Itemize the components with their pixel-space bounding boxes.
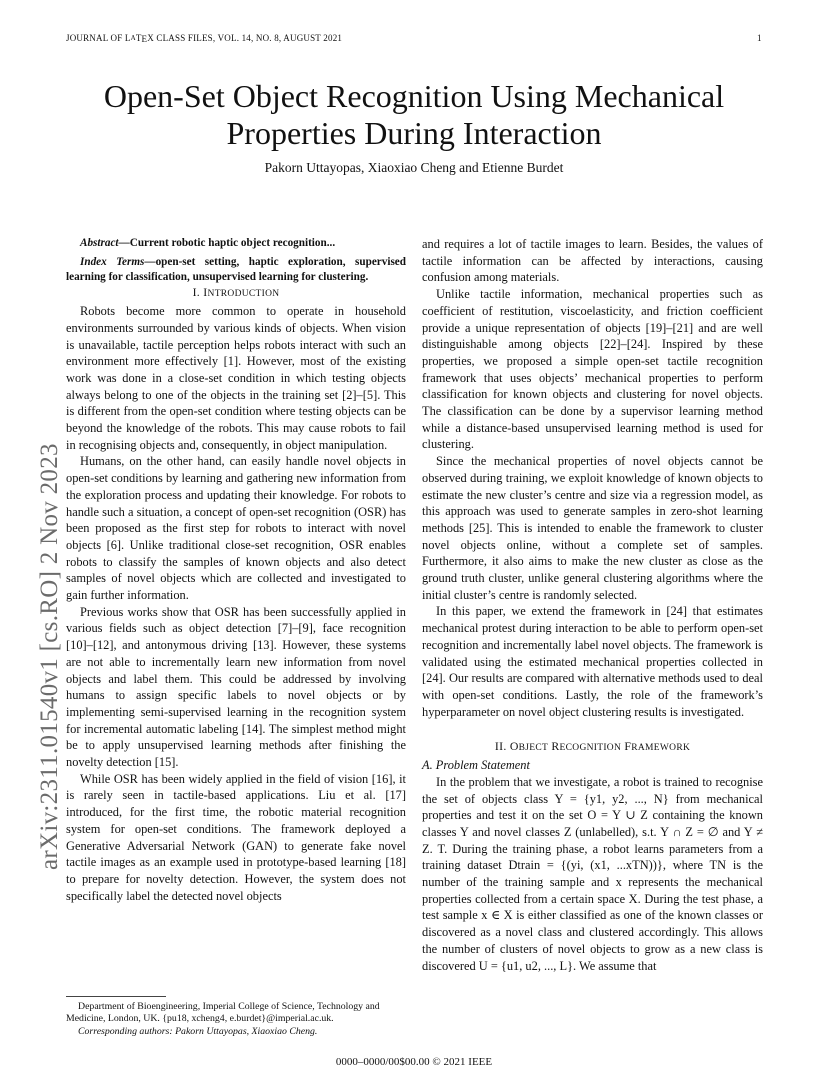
section-heading-framework: II. OBJECT RECOGNITION FRAMEWORK — [494, 739, 691, 754]
paper-title: Open-Set Object Recognition Using Mechanical Properties During Interaction — [103, 78, 725, 151]
corresponding-note: Corresponding authors: Pakorn Uttayopas, Xiaoxiao Cheng. — [78, 1025, 318, 1037]
paragraph: While OSR has been widely applied in the field of vision [16], it is rarely seen in tactile-based applications. Liu et al. [17] introduced, for the first time, the robotic material recognition system for open-set conditions. The framework deployed a Generative Adversarial Network (GAN) to generate fake novel tactile images as an example used in prototype-based learning [18] to prepare for novelty detection. However, the system does not specifically label the detected novel objects — [66, 771, 406, 903]
subsection-heading: A. Problem Statement — [422, 758, 530, 773]
author-list: Pakorn Uttayopas, Xiaoxiao Cheng and Etienne Burdet — [264, 160, 564, 175]
paragraph: Since the mechanical properties of novel objects cannot be observed during training, we exploit knowledge of known objects to estimate the new cluster’s centre and size via a regression model, as this approach was used to generate samples in zero-shot learning methods [25]. This is intended to enable the framework to cluster novel objects online, without a complete set of samples. Furthermore, it also aims to make the new cluster as close as the ground truth cluster, unlike general clustering algorithms where the initial cluster’s centre is randomly selected. — [422, 454, 763, 602]
running-header: JOURNAL OF LATEX CLASS FILES, VOL. 14, NO. 8, AUGUST 2021 — [66, 33, 343, 44]
footnote — [66, 1001, 406, 1038]
paragraph: In the problem that we investigate, a robot is trained to recognise the set of objects class Y = {y1, y2, ..., N} from mechanical properties and test it on the set O = Y ∪ Z containing the known classes Y and novel classes Z (unlabelled), s.t. Y ∩ Z = ∅ and Y ≠ Z. T. During the training phase, a robot learns parameters from a training dataset Dtrain = {(yi, (x1, ...xTN))}, where TN is the number of the training sample and x represents the mechanical properties collected from a certain space X. During the test phase, a test sample x ∈ X is either classified as one of the known classes or discovered as a novel class and clustered accordingly. This allows the number of clusters of novel objects to grow as a new class is discovered U = {u1, u2, ..., L}. We assume that — [422, 774, 763, 973]
paragraph: Unlike tactile information, mechanical properties such as coefficient of restitution, viscoelasticity, and friction coefficient provide a unique representation of objects [19]–[21] and are well distinguishable among objects [22]–[24]. Inspired by these properties, we proposed a simple open-set tactile recognition framework that uses objects’ mechanical properties to perform classification for known objects and clustering for novel objects. The classification can be done by a supervisor learning method while a distance-based unsupervised learning method is used for clustering. — [422, 287, 763, 452]
abstract: Abstract—Current robotic haptic object recognition... — [80, 237, 336, 249]
arxiv-stamp: arXiv:2311.01540v1 [cs.RO] 2 Nov 2023 — [36, 443, 63, 870]
left-column — [66, 236, 406, 904]
paragraph: In this paper, we extend the framework in [24] that estimates mechanical protest during interaction to be able to perform open-set recognition and incrementally label novel objects. The framework is validated using the estimated mechanical properties collected in [24]. Our results are compared with alternative methods used to deal with open-set conditions. Lastly, the role of the framework’s hyperparameter on novel object clustering results is investigated. — [422, 604, 763, 719]
paragraph: Previous works show that OSR has been successfully applied in various fields such as object detection [7]–[9], face recognition [10]–[12], and antonymous driving [13]. However, these systems are not able to incrementally learn new information from novel objects and label them. This could be addressed by involving humans to assign specific labels to novel objects or by implementing semi-supervised learning in the recognition system for incremental automatic labeling [14]. The simplest method might be to apply unsupervised learning methods after finishing the novelty detection [15]. — [66, 604, 406, 770]
index-terms: Index Terms—open-set setting, haptic exploration, supervised learning for classification, unsupervised learning for clustering. — [66, 255, 406, 283]
footnote-divider — [66, 996, 166, 997]
copyright-footer: 0000–0000/00$00.00 © 2021 IEEE — [335, 1056, 493, 1068]
page-number: 1 — [757, 33, 762, 43]
right-column — [422, 236, 763, 974]
paragraph: Robots become more common to operate in household environments surrounded by various kinds of objects. When vision is unavailable, tactile perception helps robots interact with such an environment more effectively [1]. However, most of the existing work was done in a close-set condition in which testing objects always belong to one of the objects in the training set [2]–[5]. This is different from the open-set condition where testing objects can be beyond the knowledge of the robots. This may cause robots to fail in recognising objects and, consequently, in object manipulation. — [66, 304, 406, 452]
section-heading-introduction: I. INTRODUCTION — [192, 285, 280, 300]
paragraph: and requires a lot of tactile images to learn. Besides, the values of tactile information can be affected by interactions, causing confusion among materials. — [422, 237, 763, 285]
affiliation-note: Department of Bioengineering, Imperial College of Science, Technology and Medicine, London, UK. {pu18, xcheng4, e.burdet}@imperial.ac.uk. — [66, 1001, 380, 1025]
paragraph: Humans, on the other hand, can easily handle novel objects in open-set conditions by learning and gathering new information from the exploration process and updating their knowledge. For robots to handle such a situation, a concept of open-set recognition (OSR) has been proposed as the first step for robots to interact with novel objects [6]. Unlike traditional close-set recognition, OSR enables robots to classify the samples of known objects and also detect samples of novel objects which are collected and investigated to gain further information. — [66, 454, 406, 603]
